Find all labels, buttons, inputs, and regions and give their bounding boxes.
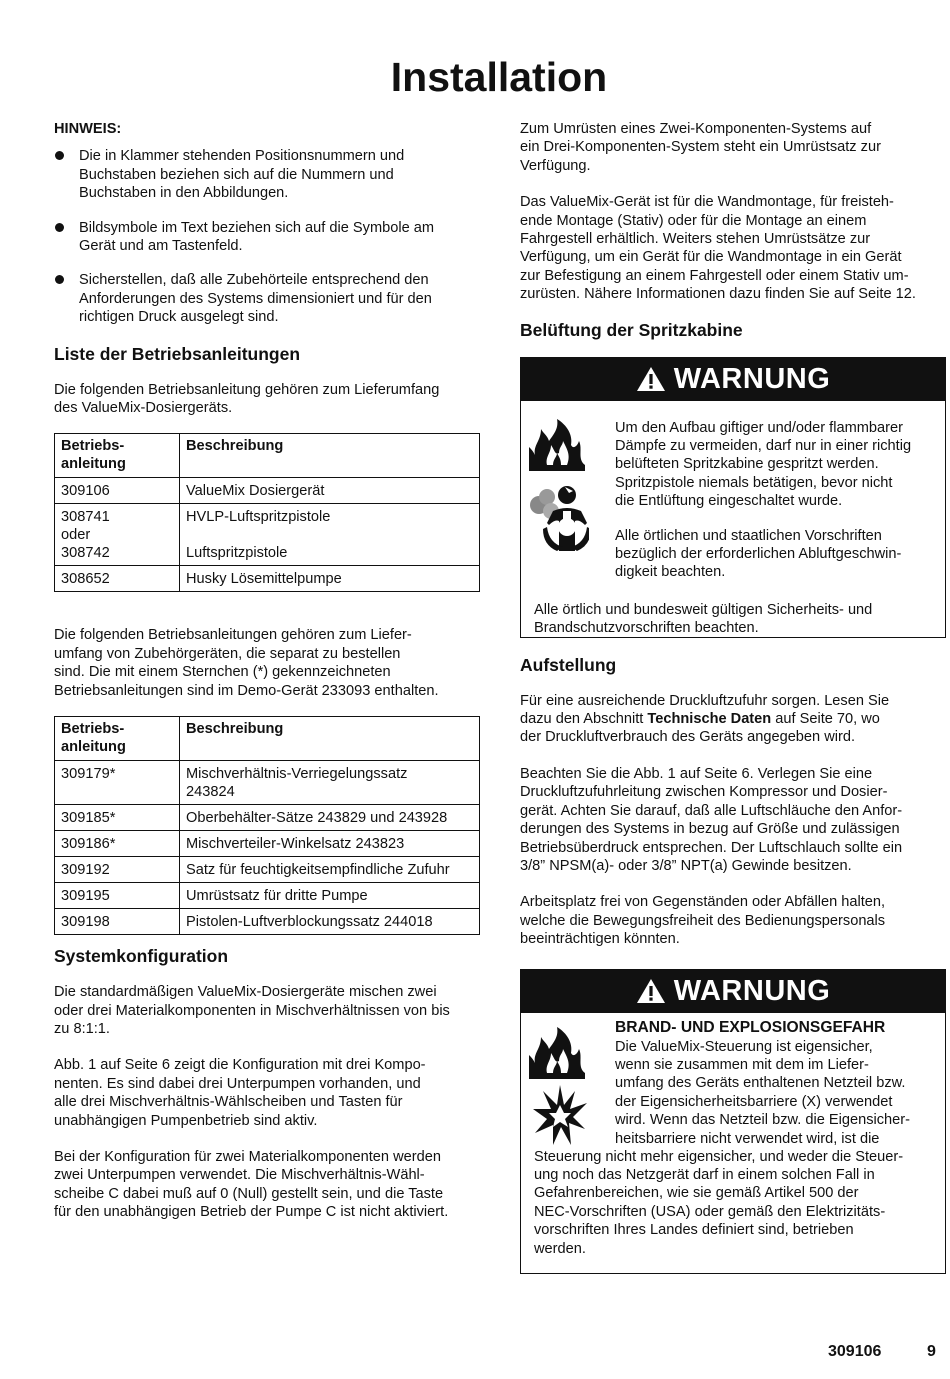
section-heading-system: Systemkonfiguration (54, 946, 229, 967)
right-column (520, 120, 946, 1274)
text-line: Die standardmäßigen ValueMix-Dosiergeräte mischen zwei (54, 984, 437, 1001)
description-cell (180, 504, 480, 566)
cell-line (186, 527, 190, 543)
setup-paragraph-2 (520, 765, 946, 875)
manual-number-cell (55, 761, 180, 805)
cell-line: 243824 (186, 784, 235, 801)
cell-line: Betriebs- (61, 438, 125, 455)
description-cell (180, 831, 480, 857)
text-line: vorschriften Ihres Landes definiert sind, betrieben (534, 1222, 854, 1239)
text-line: Die folgenden Betriebsanleitung gehören zum Lieferumfang (54, 381, 440, 398)
text-line: welche die Bewegungsfreiheit des Bedienungspersonals (520, 912, 886, 929)
description-cell (180, 761, 480, 805)
bullet-dot-icon (55, 275, 64, 284)
warning-header (520, 969, 946, 1013)
cell-line: Satz für feuchtigkeitsempfindliche Zufuhr (186, 862, 450, 879)
text-line: Arbeitsplatz frei von Gegenständen oder Abfällen halten, (520, 894, 886, 911)
cell-line: anleitung (61, 456, 126, 473)
text-line: Die folgenden Betriebsanleitungen gehören zum Liefer- (54, 627, 412, 644)
section-heading-manuals: Liste der Betriebsanleitungen (54, 343, 301, 364)
description-cell (180, 478, 480, 504)
text-line: oder drei Materialkomponenten in Mischverhältnissen von bis (54, 1002, 450, 1019)
text-line: Betriebsüberdruck entsprechen. Der Luftschlauch sollte ein (520, 839, 903, 856)
table-row (55, 566, 480, 592)
text-line: für den unabhängigen Betrieb der Pumpe C ist nicht aktiviert. (54, 1204, 449, 1221)
text-line: Druckluftzufuhrleitung zwischen Kompressor und Dosier- (520, 784, 888, 801)
text-line: Das ValueMix-Gerät ist für die Wandmontage, für freisteh- (520, 194, 894, 211)
warning-body (520, 1013, 946, 1274)
text-line: Betriebsanleitungen sind im Demo-Gerät 233093 enthalten. (54, 682, 439, 699)
bullet-dot-icon (55, 223, 64, 232)
manual-number-cell (55, 805, 180, 831)
cell-line: 308741 (61, 509, 110, 526)
text-line: Sicherstellen, daß alle Zubehörteile entsprechend den (79, 272, 429, 289)
text-line: wenn sie zusammen mit dem im Liefer- (615, 1056, 869, 1073)
section-heading-ventilation: Belüftung der Spritzkabine (520, 319, 743, 340)
text-line: derungen des Systems in bezug auf Größe und zulässigen (520, 821, 900, 838)
text-line: zur Befestigung an einem Fahrgestell oder einem Stativ um- (520, 267, 909, 284)
description-cell (180, 857, 480, 883)
text-line: NEC-Vorschriften (USA) oder gemäß den Elektrizitäts- (534, 1203, 886, 1220)
table-row (55, 857, 480, 883)
text-line: zu 8:1:1. (54, 1020, 110, 1037)
warning-text-hazardous-areas (534, 1148, 944, 1258)
text-line: Beachten Sie die Abb. 1 auf Seite 6. Verlegen Sie eine (520, 765, 873, 782)
text-line: zurüsten. Nähere Informationen dazu finden Sie auf Seite 12. (520, 286, 916, 303)
cell-line: oder (61, 527, 91, 544)
setup-p1-line-1: Für eine ausreichende Druckluftzufuhr sorgen. Lesen Sie (520, 692, 890, 709)
text-line: wird. Wenn das Netzteil bzw. die Eigensicher- (615, 1112, 910, 1129)
text-line: digkeit beachten. (615, 564, 726, 581)
cell-line: 309185* (61, 810, 116, 827)
note-bullet (54, 147, 480, 202)
text-line: die Entlüftung eingeschaltet wurde. (615, 493, 843, 510)
cell-line: Luftspritzpistole (186, 545, 288, 562)
text-line: Buchstaben in den Abbildungen. (79, 185, 289, 202)
text-line: beeinträchtigen könnten. (520, 931, 680, 948)
note-bullet (54, 271, 480, 326)
text-line: Gerät und am Tastenfeld. (79, 238, 243, 255)
page-title: Installation (390, 54, 608, 100)
document-number: 309106 (828, 1343, 882, 1360)
table-header-row (55, 434, 480, 478)
text-line: Bildsymbole im Text beziehen sich auf die Symbole am (79, 219, 435, 236)
cell-line: Husky Lösemittelpumpe (186, 571, 342, 588)
manual-number-cell (55, 566, 180, 592)
warning-header (520, 357, 946, 401)
cell-line: 309179* (61, 766, 116, 783)
text-line: Steuerung nicht mehr eigensicher, und weder die Steuer- (534, 1148, 904, 1165)
warning-triangle-icon (636, 978, 666, 1004)
description-cell (180, 883, 480, 909)
warning-text-intrinsic-safety (615, 1038, 945, 1148)
warning-heading-fire-explosion: BRAND- UND EXPLOSIONSGEFAHR (615, 1018, 886, 1036)
warning-label: WARNUNG (673, 974, 831, 1007)
text-line: scheibe C dabei muß auf 0 (Null) gestellt sein, und die Taste (54, 1185, 444, 1202)
cell-line: 309106 (61, 483, 110, 500)
text-line: zwei Unterpumpen verwendet. Die Mischverhältnis-Wähl- (54, 1167, 425, 1184)
fire-hazard-icon (527, 1023, 589, 1081)
table-row (55, 761, 480, 805)
text-line: Brandschutzvorschriften beachten. (534, 620, 759, 637)
table-row (55, 478, 480, 504)
text-line: alle drei Mischverhältnis-Wählscheiben und Tasten für (54, 1094, 403, 1111)
warning-triangle-icon (636, 366, 666, 392)
column-header-manual (55, 434, 180, 478)
text-line: werden. (534, 1240, 586, 1257)
warning-label: WARNUNG (673, 362, 831, 395)
text-line: Fahrgestell erhältlich. Weiters stehen Umrüstsätze zur (520, 231, 871, 248)
warning-body (520, 401, 946, 638)
table-row (55, 909, 480, 935)
text-line: Bei der Konfiguration für zwei Materialkomponenten werden (54, 1148, 441, 1165)
cell-line: Beschreibung (186, 438, 284, 455)
text-line: Zum Umrüsten eines Zwei-Komponenten-Systems auf (520, 121, 872, 137)
text-line: umfang des Geräts enthaltenen Netzteil bzw. (615, 1075, 906, 1092)
column-header-description (180, 717, 480, 761)
fire-hazard-icon (527, 415, 589, 473)
warning-block-fire-explosion (520, 969, 946, 1274)
text-line: Um den Aufbau giftiger und/oder flammbarer (615, 419, 903, 436)
setup-p1-line-2a: dazu den Abschnitt (520, 711, 648, 728)
text-line: ende Montage (Stativ) oder für die Montage an einem (520, 212, 867, 229)
warning-text-fire-code (534, 601, 944, 638)
manual-number-cell (55, 909, 180, 935)
system-paragraph-3 (54, 1148, 480, 1222)
cell-line: Oberbehälter-Sätze 243829 und 243928 (186, 810, 448, 827)
cell-line: Pistolen-Luftverblockungssatz 244018 (186, 914, 433, 931)
cell-line: Mischverteiler-Winkelsatz 243823 (186, 836, 405, 853)
text-line: ein Drei-Komponenten-System steht ein Umrüstsatz zur (520, 139, 881, 156)
cell-line: 309195 (61, 888, 110, 905)
manual-number-cell (55, 883, 180, 909)
cell-line: 308652 (61, 571, 110, 588)
cell-line: Mischverhältnis-Verriegelungssatz (186, 766, 408, 783)
text-line: 3/8” NPSM(a)- oder 3/8” NPT(a) Gewinde besitzen. (520, 857, 852, 874)
accessories-intro (54, 626, 480, 700)
setup-paragraph-3 (520, 893, 946, 948)
system-paragraph-2 (54, 1056, 480, 1130)
description-cell (180, 566, 480, 592)
cell-line: ValueMix Dosiergerät (186, 483, 325, 500)
text-line: nenten. Es sind dabei drei Unterpumpen vorhanden, und (54, 1075, 421, 1092)
cell-line: Betriebs- (61, 721, 125, 738)
cell-line: Umrüstsatz für dritte Pumpe (186, 888, 368, 905)
cell-line: 308742 (61, 545, 110, 562)
manuals-table (54, 433, 480, 592)
manual-number-cell (55, 831, 180, 857)
text-line: Die in Klammer stehenden Positionsnummern und (79, 148, 405, 165)
cell-line: 309192 (61, 862, 110, 879)
table-row (55, 504, 480, 566)
section-heading-setup: Aufstellung (520, 654, 617, 675)
toxic-fumes-icon (527, 481, 589, 553)
setup-p1-line-2b: auf Seite 70, wo (771, 711, 880, 728)
text-line: umfang von Zubehörgeräten, die separat zu bestellen (54, 645, 401, 662)
text-line: Spritzpistole niemals betätigen, bevor nicht (615, 474, 893, 491)
table-header-row (55, 717, 480, 761)
system-paragraph-1 (54, 983, 480, 1038)
table-row (55, 883, 480, 909)
note-bullet (54, 219, 480, 256)
note-bullet-list (54, 147, 480, 326)
column-header-manual (55, 717, 180, 761)
setup-p1-line-3: der Druckluftverbrauch des Geräts angegeben wird. (520, 729, 856, 746)
description-cell (180, 909, 480, 935)
text-line: belüfteten Spritzkabine gespritzt werden. (615, 456, 879, 473)
explosion-hazard-icon (531, 1083, 589, 1147)
manual-number-cell (55, 478, 180, 504)
note-label: HINWEIS: (54, 121, 122, 137)
technical-data-reference: Technische Daten (647, 711, 772, 728)
bullet-dot-icon (55, 151, 64, 160)
warning-text-ventilation (615, 419, 945, 511)
warning-block-ventilation (520, 357, 946, 638)
text-line: Verfügung. (520, 157, 591, 174)
text-line: der Eigensicherheitsbarriere (X) verwendet (615, 1093, 893, 1110)
text-line: des ValueMix-Dosiergeräts. (54, 400, 233, 417)
cell-line: HVLP-Luftspritzpistole (186, 509, 331, 526)
text-line: Alle örtlich und bundesweit gültigen Sicherheits- und (534, 601, 873, 618)
text-line: Dämpfe zu vermeiden, darf nur in einer richtig (615, 438, 912, 455)
text-line: Buchstaben beziehen sich auf die Nummern und (79, 166, 394, 183)
accessory-manuals-table (54, 716, 480, 935)
mounting-paragraph (520, 193, 946, 303)
cell-line: 309198 (61, 914, 110, 931)
text-line: Gefahrenbereichen, wie sie gemäß Artikel 500 der (534, 1185, 859, 1202)
text-line: bezüglich der erforderlichen Abluftgeschwin- (615, 546, 902, 563)
manual-number-cell (55, 504, 180, 566)
cell-line: 309186* (61, 836, 116, 853)
text-line: ung noch das Netzgerät darf in einem solchen Fall in (534, 1166, 875, 1183)
text-line: Die ValueMix-Steuerung ist eigensicher, (615, 1038, 873, 1055)
page-number: 9 (927, 1343, 936, 1360)
text-line: unabhängigen Pumpenbetrieb sind aktiv. (54, 1112, 318, 1129)
manual-number-cell (55, 857, 180, 883)
text-line: sind. Die mit einem Sternchen (*) gekennzeichneten (54, 664, 391, 681)
left-column (54, 120, 480, 1222)
warning-text-regulations (615, 527, 945, 582)
column-header-description (180, 434, 480, 478)
text-line: Anforderungen des Systems dimensioniert und für den (79, 290, 432, 307)
conversion-paragraph (520, 120, 946, 175)
cell-line: anleitung (61, 739, 126, 756)
table-row (55, 805, 480, 831)
setup-paragraph-1 (520, 692, 946, 747)
table-row (55, 831, 480, 857)
text-line: Alle örtlichen und staatlichen Vorschriften (615, 527, 882, 544)
text-line: gerät. Achten Sie darauf, daß alle Luftschläuche den Anfor- (520, 802, 903, 819)
text-line: heitsbarriere nicht verwendet wird, ist die (615, 1130, 880, 1147)
text-line: Abb. 1 auf Seite 6 zeigt die Konfiguration mit drei Kompo- (54, 1057, 426, 1074)
manuals-intro (54, 381, 480, 418)
description-cell (180, 805, 480, 831)
text-line: Verfügung, um ein Gerät für die Wandmontage in ein Gerät (520, 249, 902, 266)
text-line: richtigen Druck ausgelegt sind. (79, 309, 279, 326)
cell-line: Beschreibung (186, 721, 284, 738)
